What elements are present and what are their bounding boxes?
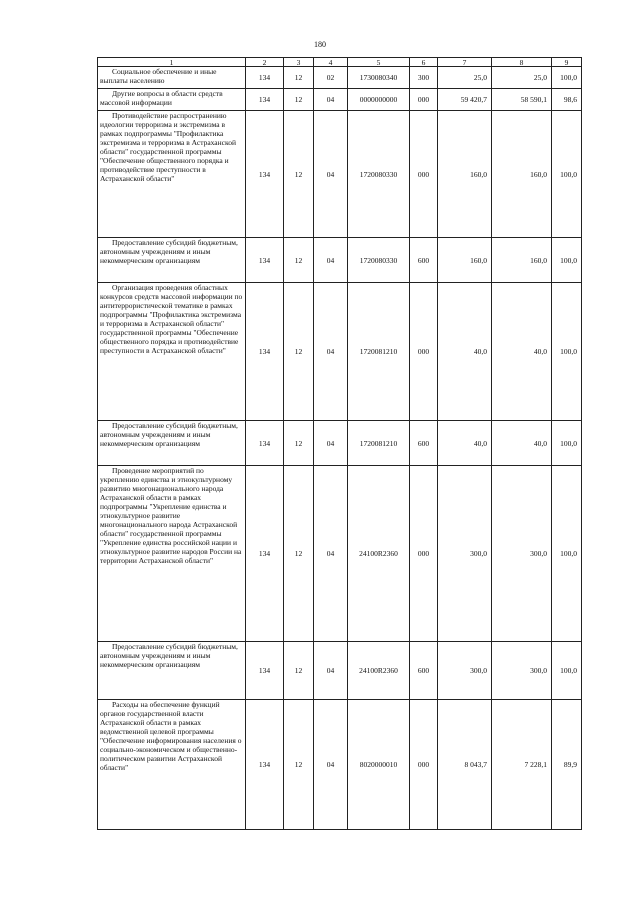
cell-c9: 100,0	[552, 466, 582, 642]
cell-c7: 8 043,7	[438, 700, 492, 830]
cell-c8: 300,0	[492, 466, 552, 642]
cell-c9: 100,0	[552, 283, 582, 421]
cell-c6: 000	[410, 466, 438, 642]
column-header: 9	[552, 58, 582, 67]
cell-c7: 59 420,7	[438, 89, 492, 111]
cell-c8: 160,0	[492, 111, 552, 238]
cell-c4: 04	[314, 466, 348, 642]
cell-c2: 134	[246, 421, 284, 466]
cell-c2: 134	[246, 111, 284, 238]
cell-c3: 12	[284, 89, 314, 111]
cell-c5: 1720081210	[348, 421, 410, 466]
cell-c7: 160,0	[438, 111, 492, 238]
cell-c6: 600	[410, 642, 438, 700]
cell-c4: 04	[314, 642, 348, 700]
cell-c2: 134	[246, 238, 284, 283]
cell-c9: 100,0	[552, 238, 582, 283]
cell-c3: 12	[284, 283, 314, 421]
cell-c3: 12	[284, 466, 314, 642]
column-header: 3	[284, 58, 314, 67]
cell-c6: 300	[410, 67, 438, 89]
cell-c8: 40,0	[492, 421, 552, 466]
row-description: Предоставление субсидий бюджетным, автономным учреждениям и иным некоммерческим организациям	[98, 642, 246, 700]
cell-c7: 40,0	[438, 283, 492, 421]
column-header: 5	[348, 58, 410, 67]
cell-c4: 04	[314, 238, 348, 283]
row-description: Противодействие распространению идеологии терроризма и экстремизма в рамках подпрограммы "Профилактика экстремизма и терроризма в Астраханской области" государственной программы "Обеспечение общественного порядка и противодействие преступности в Астраханской области"	[98, 111, 246, 238]
table-row	[98, 283, 582, 421]
cell-c6: 000	[410, 700, 438, 830]
row-description: Другие вопросы в области средств массовой информации	[98, 89, 246, 111]
table-row	[98, 67, 582, 89]
cell-c7: 40,0	[438, 421, 492, 466]
cell-c7: 160,0	[438, 238, 492, 283]
cell-c2: 134	[246, 700, 284, 830]
table-row	[98, 642, 582, 700]
cell-c8: 58 590,1	[492, 89, 552, 111]
row-description: Организация проведения областных конкурсов средств массовой информации по антитеррористической тематике в рамках подпрограммы "Профилактика экстремизма и терроризма в Астраханской области" государственной программы "Обеспечение общественного порядка и противодействие преступности в Астраханской области"	[98, 283, 246, 421]
table-header-row	[98, 58, 582, 67]
cell-c9: 100,0	[552, 111, 582, 238]
cell-c2: 134	[246, 466, 284, 642]
cell-c9: 100,0	[552, 67, 582, 89]
column-header: 6	[410, 58, 438, 67]
table-row	[98, 89, 582, 111]
cell-c6: 600	[410, 238, 438, 283]
table-row	[98, 111, 582, 238]
row-description: Проведение мероприятий по укреплению единства и этнокультурному развитию многонационального народа Астраханской области в рамках подпрограммы "Укрепление единства и этнокультурное развитие многонационального народа Астраханской области" государственной программы "Укрепление единства российской нации и этнокультурное развитие народов России на территории Астраханской области"	[98, 466, 246, 642]
budget-table	[97, 57, 582, 830]
cell-c4: 04	[314, 283, 348, 421]
row-description: Социальное обеспечение и иные выплаты населению	[98, 67, 246, 89]
cell-c4: 04	[314, 111, 348, 238]
cell-c8: 40,0	[492, 283, 552, 421]
cell-c5: 1720080330	[348, 111, 410, 238]
cell-c4: 04	[314, 89, 348, 111]
row-description: Предоставление субсидий бюджетным, автономным учреждениям и иным некоммерческим организациям	[98, 238, 246, 283]
table-row	[98, 700, 582, 830]
row-description: Предоставление субсидий бюджетным, автономным учреждениям и иным некоммерческим организациям	[98, 421, 246, 466]
column-header: 8	[492, 58, 552, 67]
cell-c3: 12	[284, 67, 314, 89]
cell-c4: 02	[314, 67, 348, 89]
cell-c2: 134	[246, 283, 284, 421]
page-number: 180	[314, 40, 326, 49]
cell-c8: 7 228,1	[492, 700, 552, 830]
cell-c8: 300,0	[492, 642, 552, 700]
cell-c3: 12	[284, 111, 314, 238]
table-row	[98, 421, 582, 466]
cell-c4: 04	[314, 700, 348, 830]
cell-c9: 89,9	[552, 700, 582, 830]
cell-c7: 300,0	[438, 642, 492, 700]
cell-c5: 8020000010	[348, 700, 410, 830]
table-row	[98, 466, 582, 642]
cell-c5: 24100R2360	[348, 466, 410, 642]
cell-c3: 12	[284, 642, 314, 700]
cell-c6: 000	[410, 283, 438, 421]
cell-c7: 300,0	[438, 466, 492, 642]
cell-c6: 000	[410, 89, 438, 111]
cell-c5: 1720081210	[348, 283, 410, 421]
column-header: 1	[98, 58, 246, 67]
cell-c9: 100,0	[552, 421, 582, 466]
cell-c3: 12	[284, 238, 314, 283]
cell-c5: 24100R2360	[348, 642, 410, 700]
cell-c3: 12	[284, 700, 314, 830]
cell-c3: 12	[284, 421, 314, 466]
cell-c2: 134	[246, 642, 284, 700]
cell-c9: 98,6	[552, 89, 582, 111]
cell-c5: 1720080330	[348, 238, 410, 283]
column-header: 4	[314, 58, 348, 67]
cell-c8: 25,0	[492, 67, 552, 89]
column-header: 7	[438, 58, 492, 67]
cell-c7: 25,0	[438, 67, 492, 89]
cell-c4: 04	[314, 421, 348, 466]
cell-c9: 100,0	[552, 642, 582, 700]
column-header: 2	[246, 58, 284, 67]
cell-c5: 1730080340	[348, 67, 410, 89]
row-description: Расходы на обеспечение функций органов государственной власти Астраханской области в рамках ведомственной целевой программы "Обеспечение информирования населения о социально-экономическом и общественно-политическом развитии Астраханской области"	[98, 700, 246, 830]
cell-c5: 0000000000	[348, 89, 410, 111]
cell-c2: 134	[246, 67, 284, 89]
cell-c2: 134	[246, 89, 284, 111]
table-row	[98, 238, 582, 283]
cell-c6: 000	[410, 111, 438, 238]
cell-c8: 160,0	[492, 238, 552, 283]
cell-c6: 600	[410, 421, 438, 466]
